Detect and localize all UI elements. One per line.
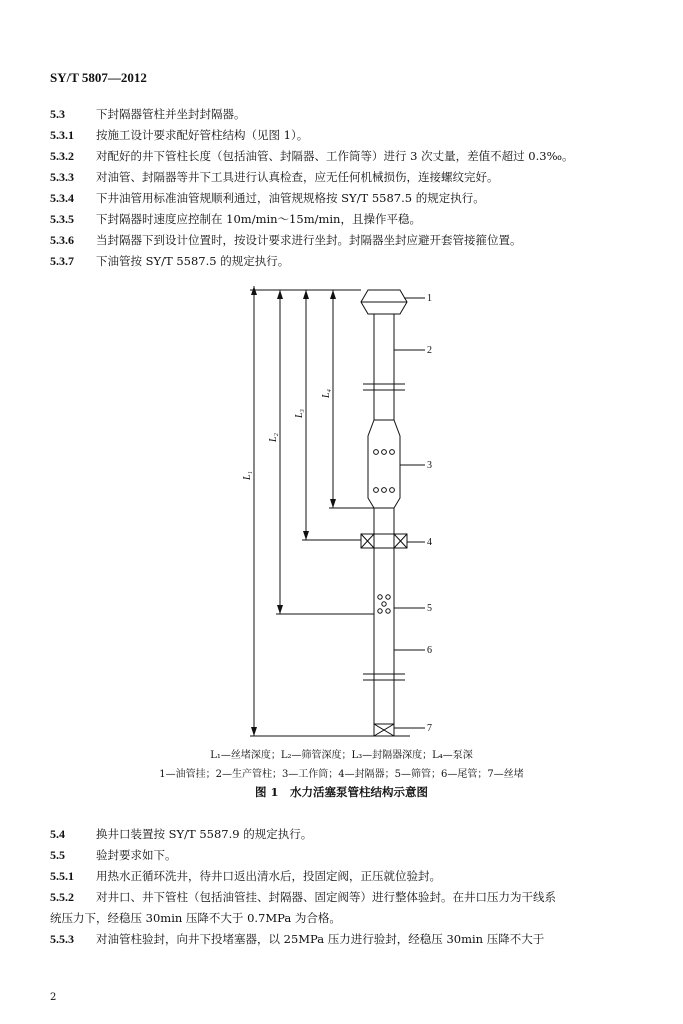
clause-number: 5.4 (50, 827, 65, 841)
clause-5-5 (50, 847, 177, 863)
part-number-7: 7 (427, 723, 432, 734)
clause-number: 5.5 (50, 848, 65, 862)
clause-number: 5.3 (50, 107, 65, 121)
arrowhead (303, 531, 309, 540)
clause-number: 5.3.4 (50, 191, 74, 205)
dim-label-l2: L₂ (268, 432, 279, 442)
clause-text: 对油管柱验封，向井下投堵塞器，以 25MPa 压力进行验封，经稳压 30min 压降不大于 (96, 932, 545, 946)
arrowhead (330, 290, 336, 299)
figure-legend-parts: 1—油管挂；2—生产管柱；3—工作筒；4—封隔器；5—筛管；6—尾管；7—丝堵 (159, 769, 524, 780)
dim-label-l4: L₄ (321, 388, 332, 398)
clause-5-4 (50, 826, 312, 842)
clause-number: 5.3.6 (50, 233, 74, 247)
clause-text: 对配好的井下管柱长度（包括油管、封隔器、工作筒等）进行 3 次丈量，差值不超过 0.3‰。 (96, 149, 574, 163)
clause-5-5-3 (50, 931, 544, 947)
clause-number: 5.5.2 (50, 890, 74, 904)
clause-5-5-1 (50, 868, 441, 884)
arrowhead (277, 290, 283, 299)
figure-legend-depths: L₁—丝堵深度；L₂—筛管深度；L₃—封隔器深度；L₄—泵深 (210, 750, 473, 761)
clause-text: 用热水正循环洗井，待井口返出清水后，投固定阀，正压就位验封。 (96, 869, 441, 883)
dim-label-l1: L₁ (242, 470, 253, 480)
screen-hole (386, 595, 390, 599)
clause-number: 5.5.1 (50, 869, 74, 883)
clause-number: 5.5.3 (50, 932, 74, 946)
screen-hole (382, 602, 386, 606)
page-number: 2 (50, 992, 57, 1003)
clause-text: 下封隔器时速度应控制在 10m/min～15m/min，且操作平稳。 (96, 212, 421, 226)
clause-number: 5.3.2 (50, 149, 74, 163)
clause-number: 5.3.7 (50, 254, 74, 268)
clause-text: 下封隔器管柱并坐封封隔器。 (96, 107, 246, 121)
part-number-2: 2 (427, 345, 432, 356)
clause-text: 换井口装置按 SY/T 5587.9 的规定执行。 (96, 827, 313, 841)
figure-title: 图 1 水力活塞泵管柱结构示意图 (254, 785, 428, 799)
part-number-5: 5 (427, 603, 432, 614)
clause-5-5-2 (50, 889, 556, 905)
dim-label-l3: L₃ (294, 408, 305, 418)
clause-text: 下油管按 SY/T 5587.5 的规定执行。 (96, 254, 290, 268)
clause-text: 对油管、封隔器等井下工具进行认真检查，应无任何机械损伤，连接螺纹完好。 (96, 170, 499, 184)
part-number-4: 4 (427, 537, 432, 548)
standard-code-header: SY/T 5807—2012 (50, 70, 147, 85)
arrowhead (330, 499, 336, 508)
clause-number: 5.3.1 (50, 128, 74, 142)
clause-text: 验封要求如下。 (96, 848, 177, 862)
clause-text: 对井口、井下管柱（包括油管挂、封隔器、固定阀等）进行整体验封。在井口压力为干线系 (96, 890, 556, 904)
clause-text: 按施工设计要求配好管柱结构（见图 1）。 (96, 128, 309, 142)
arrowhead (277, 605, 283, 614)
clause-number: 5.3.3 (50, 170, 74, 184)
part-number-1: 1 (427, 293, 432, 304)
working-barrel (368, 420, 400, 508)
part-number-6: 6 (427, 645, 432, 656)
screen-hole (378, 595, 382, 599)
clause-text: 当封隔器下到设计位置时，按设计要求进行坐封。封隔器坐封应避开套管接箍位置。 (96, 233, 522, 247)
screen-hole (386, 609, 390, 613)
clause-text: 下井油管用标准油管规顺利通过，油管规规格按 SY/T 5587.5 的规定执行。 (96, 191, 485, 205)
screen-hole (378, 609, 382, 613)
arrowhead (251, 727, 257, 736)
part-number-3: 3 (427, 460, 432, 471)
clause-5-5-2-continued: 统压力下，经稳压 30min 压降不大于 0.7MPa 为合格。 (50, 911, 341, 925)
clause-number: 5.3.5 (50, 212, 74, 226)
arrowhead (303, 290, 309, 299)
